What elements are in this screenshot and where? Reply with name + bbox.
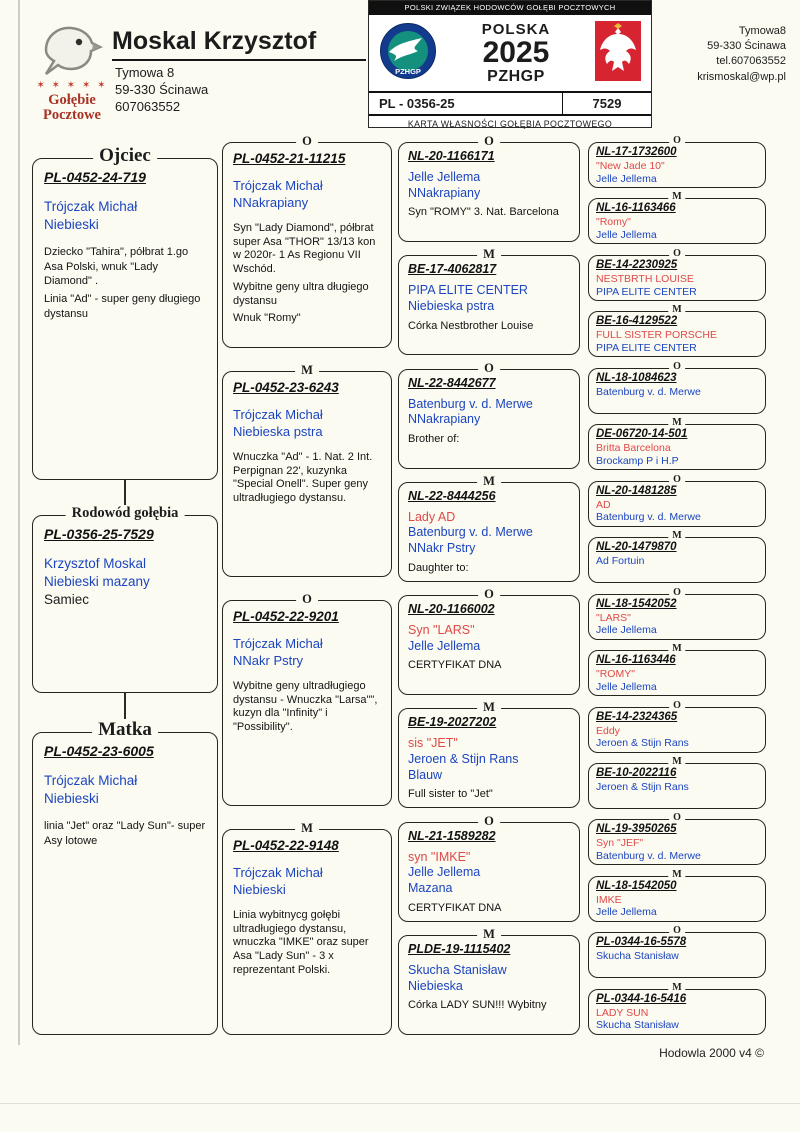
bird-note: Dziecko "Tahira", półbrat 1.go Asa Polski, wnuk "Lady Diamond" . [44, 246, 189, 288]
sex-label: O [669, 925, 685, 936]
breeder-name: Moskal Krzysztof [112, 27, 366, 61]
pedigree-box [588, 981, 766, 1035]
club-eagle-logo-icon [38, 20, 104, 87]
club-stars: ✶ ✶ ✶ ✶ ✶ [36, 80, 108, 91]
ring-number: PL-0452-21-11215 [233, 151, 346, 166]
pedigree-column-great-grandparents [398, 134, 580, 1035]
bird-note: Syn "Lady Diamond", półbrat super Asa "THOR" 13/13 kon w 2020r- 1 As Regionu VII Wschód. [233, 221, 376, 276]
bird-note: Córka LADY SUN!!! Wybitny [408, 999, 547, 1012]
bird-info-line: Niebieska pstra [408, 298, 495, 313]
bird-note: Wnuczka "Ad" - 1. Nat. 2 Int. Perpignan 22', kuzynka "Special Onell". Super geny ultradługiego dystansu. [233, 450, 373, 505]
ring-number: NL-19-3950265 [596, 823, 677, 836]
ring-number: BE-14-2324365 [596, 710, 678, 723]
subject-bird-title: Rodowód gołębia [66, 505, 185, 522]
bird-info-line: AD [596, 498, 611, 511]
bird-info-line: Trójczak Michał [233, 407, 323, 422]
bird-info-line: Jelle Jellema [408, 170, 481, 184]
bird-info-line: Trójczak Michał [44, 773, 138, 788]
bird-info-line: Jelle Jellema [596, 906, 657, 919]
ring-number: DE-06720-14-501 [596, 428, 688, 441]
pedigree-box [222, 134, 392, 348]
bird-info-line: "New Jade 10" [596, 160, 665, 172]
poland-eagle-icon [595, 21, 641, 86]
sex-label: M [477, 927, 501, 942]
ring-number: PLDE-19-1115402 [408, 941, 511, 956]
sex-label: O [669, 248, 685, 259]
bird-info-line: Jeroen & Stijn Rans [596, 737, 689, 750]
sex-label: M [668, 530, 685, 541]
sex-label: M [477, 474, 501, 489]
bird-info-line: Skucha Stanisław [596, 950, 679, 963]
ring-number: PL-0452-23-6005 [44, 743, 154, 759]
bird-note: Linia wybitnycg gołębi ultradługiego dystansu, wnuczka "IMKE" oraz super Asa "Lady Sun" - 3 x reprezentant Polski. [233, 908, 369, 976]
pedigree-column-great-great-grandparents [588, 135, 766, 1035]
sex-label: O [669, 474, 685, 485]
bird-note: Wybitne geny ultradługiego dystansu - Wnuczka "Larsa"", kuzyn dla "Infinity" i "Possibility". [233, 679, 378, 734]
organization-label: PZHGP [487, 67, 545, 85]
bird-info-line: FULL SISTER PORSCHE [596, 329, 717, 342]
pedigree-box [222, 592, 392, 806]
pedigree-box [588, 473, 766, 527]
scan-edge-artifact [18, 0, 20, 1045]
pedigree-box [398, 473, 580, 582]
sex-label: O [669, 135, 685, 146]
ring-number: BE-19-2027202 [408, 715, 497, 730]
ring-number: NL-16-1163466 [596, 202, 676, 215]
bird-info-line: Lady AD [408, 509, 456, 524]
pzhgp-logo-text: PZHGP [395, 66, 421, 76]
bird-info-line: Jeroen & Stijn Rans [408, 752, 519, 767]
ring-number: NL-18-1542050 [596, 879, 677, 892]
ring-number: NL-17-1732600 [596, 146, 677, 158]
ring-number: NL-16-1163446 [596, 654, 676, 667]
sex-label: M [668, 756, 685, 767]
pedigree-box [588, 417, 766, 470]
sex-label: M [668, 191, 685, 202]
bird-info-line: NESTBRTH LOUISE [596, 272, 694, 285]
bird-info-line: PIPA ELITE CENTER [596, 341, 697, 354]
pedigree-box [588, 247, 766, 301]
bird-info-line: Ad Fortuin [596, 555, 645, 568]
pedigree-box [588, 135, 766, 188]
breeder-address [115, 64, 208, 115]
sex-label: O [669, 361, 685, 372]
bird-info-line: Jelle Jellema [408, 638, 481, 653]
bird-info-line: PIPA ELITE CENTER [596, 285, 697, 298]
sex-label: O [296, 592, 318, 607]
bird-note: Daughter to: [408, 561, 469, 574]
father-title: Ojciec [93, 145, 157, 167]
club-name-line1: Gołębie [48, 92, 96, 108]
sex-label: M [477, 247, 501, 262]
sex-label: O [478, 134, 500, 149]
bird-info-line: sis "JET" [408, 736, 458, 751]
pedigree-box [398, 360, 580, 469]
association-name: POLSKI ZWIĄZEK HODOWCÓW GOŁĘBI POCZTOWYCH [369, 1, 651, 15]
bird-info-line: Britta Barcelona [596, 442, 671, 455]
bird-sex-line: Samiec [44, 592, 90, 608]
ring-id-row [369, 91, 651, 114]
bird-info-line: Jelle Jellema [596, 172, 657, 185]
bird-info-line: Trójczak Michał [233, 865, 323, 880]
ring-number: BE-17-4062817 [408, 262, 497, 277]
sex-label: M [477, 700, 501, 715]
ring-number: NL-21-1589282 [408, 828, 496, 843]
bird-info-line: NNakr Pstry [233, 652, 304, 668]
country-label: POLSKA [481, 20, 551, 38]
sex-label: O [669, 700, 685, 711]
pedigree-box [588, 530, 766, 583]
sex-label: M [295, 821, 319, 836]
ring-number: NL-20-1166171 [408, 149, 495, 163]
pedigree-box [398, 247, 580, 355]
bird-info-line: Syn "LARS" [408, 623, 475, 638]
pedigree-box [588, 643, 766, 696]
bird-info-line: NNakrapiany [408, 412, 481, 427]
card-emblem-box [368, 0, 652, 128]
bird-info-line: Jelle Jellema [596, 229, 657, 242]
ring-number: PL-0452-22-9201 [233, 609, 339, 624]
year-label: 2025 [482, 35, 550, 69]
ring-number: PL-0452-24-719 [44, 169, 146, 185]
pedigree-box [398, 134, 580, 242]
bird-info-line: Niebieska pstra [233, 423, 323, 439]
bird-info-line: NNakrapiany [408, 185, 481, 200]
mother-title: Matka [92, 719, 158, 741]
sex-label: M [668, 869, 685, 880]
ring-number: NL-22-8444256 [408, 488, 496, 503]
contact-address [697, 24, 786, 85]
address-line: tel.607063552 [716, 55, 786, 68]
ring-number: PL-0344-16-5416 [596, 992, 687, 1005]
bird-info-line: "Romy" [596, 216, 631, 229]
bird-info-line: Batenburg v. d. Merwe [596, 850, 701, 863]
bird-info-line: Niebieski [44, 217, 99, 233]
bird-info-line: NNakrapiany [233, 194, 309, 210]
ring-number: PL-0452-23-6243 [233, 380, 339, 395]
bird-info-line: syn "IMKE" [408, 849, 471, 864]
bird-info-line: Skucha Stanisław [408, 962, 507, 977]
father-box [32, 145, 218, 480]
sex-label: M [668, 304, 685, 315]
ring-number: NL-20-1479870 [596, 541, 677, 554]
ring-series: PL - 0356-25 [379, 96, 455, 111]
bird-info-line: "LARS" [596, 611, 631, 624]
address-line: Tymowa 8 [115, 65, 175, 80]
pedigree-box [222, 821, 392, 1035]
pedigree-box [588, 699, 766, 753]
sex-label: M [668, 982, 685, 993]
bird-info-line: IMKE [596, 893, 622, 906]
bird-info-line: Trójczak Michał [44, 199, 138, 214]
emblem-row [369, 15, 651, 91]
pedigree-box [588, 586, 766, 640]
bird-note: linia "Jet" oraz "Lady Sun"- super Asy lotowe [44, 820, 206, 847]
ring-serial-number: 7529 [562, 93, 651, 114]
bird-info-line: Jelle Jellema [596, 624, 657, 637]
bird-info-line: Blauw [408, 767, 443, 782]
bird-note: Córka Nestbrother Louise [408, 319, 534, 332]
bird-info-line: Niebieski mazany [44, 574, 150, 590]
pedigree-column-grandparents [222, 134, 392, 1035]
ring-number: NL-18-1084623 [596, 371, 677, 384]
bird-note: Wnuk "Romy" [233, 312, 301, 325]
pedigree-box [398, 926, 580, 1035]
ring-number: BE-10-2022116 [596, 766, 677, 779]
emblem-text [482, 21, 551, 86]
address-line: 59-330 Ścinawa [707, 40, 786, 53]
pedigree-box [588, 868, 766, 922]
bird-note: CERTYFIKAT DNA [408, 659, 502, 672]
bird-info-line: Brockamp P i H.P [596, 454, 679, 467]
pedigree-box [588, 812, 766, 865]
bird-info-line: Trójczak Michał [233, 178, 323, 193]
address-line: 607063552 [115, 99, 181, 115]
ring-number: NL-20-1481285 [596, 484, 677, 497]
sex-label: O [478, 361, 500, 376]
pedigree-box [588, 191, 766, 244]
bird-note: CERTYFIKAT DNA [408, 901, 502, 914]
address-line: 59-330 Ścinawa [115, 82, 209, 98]
pedigree-box [398, 813, 580, 922]
software-credit: Hodowla 2000 v4 © [659, 1046, 764, 1060]
sex-label: M [295, 363, 319, 378]
pedigree-box [398, 700, 580, 808]
bird-note: Full sister to "Jet" [408, 788, 493, 801]
ring-number: PL-0356-25-7529 [44, 526, 154, 542]
bird-info-line: Jeroen & Stijn Rans [596, 780, 689, 793]
ring-number: NL-22-8442677 [408, 375, 496, 390]
scan-edge-artifact [0, 1103, 800, 1104]
ring-number: NL-20-1166002 [408, 602, 495, 617]
bird-info-line: Eddy [596, 724, 620, 737]
pedigree-column-parents [32, 135, 218, 1035]
pedigree-box [222, 363, 392, 577]
bird-info-line: Niebieska [408, 978, 463, 993]
bird-note: Linia "Ad" - super geny długiego dystansu [44, 293, 201, 320]
sex-label: O [296, 134, 318, 149]
sex-label: O [669, 812, 685, 823]
ring-number: BE-14-2230925 [596, 258, 678, 271]
sex-label: O [478, 814, 500, 829]
ring-number: NL-18-1542052 [596, 597, 677, 610]
sex-label: M [668, 643, 685, 654]
pzhgp-logo-icon [379, 22, 437, 85]
card-title: KARTA WŁASNOŚCI GOŁĘBIA POCZTOWEGO [369, 114, 651, 133]
subject-bird-box [32, 505, 218, 693]
bird-info-line: "ROMY" [596, 668, 635, 681]
bird-info-line: NNakr Pstry [408, 541, 476, 556]
email-address: krismoskal@wp.pl [697, 70, 786, 83]
sex-label: O [669, 587, 685, 598]
bird-info-line: PIPA ELITE CENTER [408, 283, 528, 298]
bird-info-line: Jelle Jellema [408, 865, 481, 880]
bird-note: Wybitne geny ultra długiego dystansu [233, 280, 369, 307]
bird-info-line: Batenburg v. d. Merwe [596, 385, 701, 398]
sex-label: M [668, 417, 685, 428]
pedigree-box [398, 587, 580, 695]
mother-box [32, 719, 218, 1035]
bird-info-line: Batenburg v. d. Merwe [408, 396, 533, 411]
bird-info-line: Krzysztof Moskal [44, 556, 147, 571]
bird-note: Brother of: [408, 432, 460, 445]
bird-info-line: Jelle Jellema [596, 680, 657, 693]
bird-info-line: Batenburg v. d. Merwe [596, 511, 701, 524]
pedigree-box [588, 304, 766, 357]
pedigree-box [588, 755, 766, 809]
sex-label: O [478, 587, 500, 602]
bird-info-line: Batenburg v. d. Merwe [408, 525, 533, 540]
bird-note: Syn "ROMY" 3. Nat. Barcelona [408, 206, 559, 219]
pedigree-box [588, 925, 766, 978]
ring-number: PL-0344-16-5578 [596, 936, 687, 949]
bird-info-line: LADY SUN [596, 1006, 649, 1019]
bird-info-line: Syn "JEF" [596, 837, 644, 850]
pedigree-box [588, 360, 766, 414]
ring-number: BE-16-4129522 [596, 315, 678, 328]
bird-info-line: Skucha Stanisław [596, 1019, 679, 1032]
club-name-line2: Pocztowe [43, 107, 101, 123]
bird-info-line: Niebieski [233, 881, 286, 897]
ring-number: PL-0452-22-9148 [233, 838, 339, 853]
bird-info-line: Niebieski [44, 791, 99, 807]
address-line: Tymowa8 [738, 25, 786, 37]
bird-info-line: Mazana [408, 880, 453, 895]
bird-info-line: Trójczak Michał [233, 636, 323, 651]
